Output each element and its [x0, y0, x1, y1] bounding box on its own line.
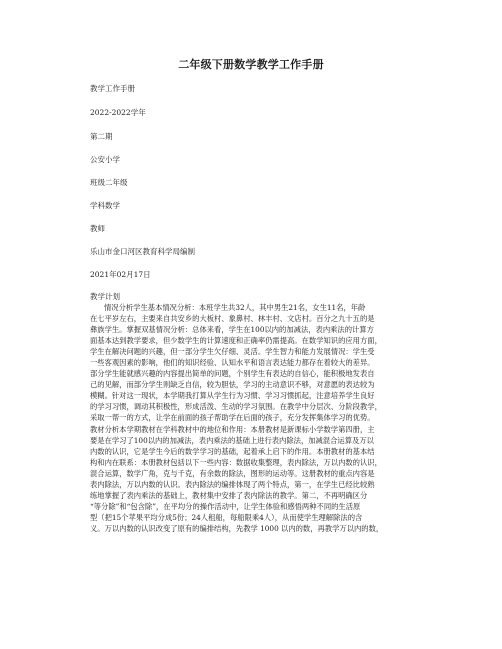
body-line: 内数的认识，它是学生今后的数学学习的基础，起着承上启下的作用。本册教材的基本结 [90, 446, 375, 456]
body-line: 模糊。针对这一现状，本学期我打算从学生行为习惯、学习习惯抓起，注意培养学生良好 [90, 391, 375, 401]
body-line: 构和内在联系：本册教材包括以下一些内容：数据收集整理，表内除法，万以内数的认识， [90, 457, 382, 467]
body-line: 一些客观因素的影响，他们的知识经验、认知水平和语言表达能力都存在着较大的差异。 [90, 358, 375, 368]
meta-teacher: 教师 [90, 224, 105, 233]
body-line: 彝族学生。掌握双基情况分析：总体来看，学生在100以内的加减法，表内乘法的计算方 [90, 325, 374, 335]
body-line: 型（把15个苹果平均分成5份；24人租船，每船限乘4人），从而使学生理解除法的含 [90, 512, 363, 522]
meta-handbook: 教学工作手册 [90, 84, 135, 93]
body-line: 义。万以内数的认识改变了原有的编排结构，先教学 1000 以内的数，再教学万以内的数， [90, 523, 384, 533]
body-line: 部分学生能就感兴趣的内容提出简单的问题，个别学生有表达的自信心，能积极地发表自 [90, 369, 375, 379]
meta-subject: 学科数学 [90, 201, 120, 210]
meta-date: 2021年02月17日 [90, 270, 151, 279]
body-line: 情况分析学生基本情况分析：本班学生共32人，其中男生21名，女生11名，年龄 [104, 303, 366, 312]
meta-school-year: 2022-2022学年 [90, 108, 146, 117]
body-line: 采取一帮一的方式，让学在前面的孩子帮助学在后面的孩子，充分发挥集体学习的优势。 [90, 413, 375, 423]
section-heading: 教学计划 [90, 292, 120, 301]
meta-school: 公安小学 [90, 155, 120, 164]
body-line: “等分除”和“包含除”，在平均分的操作活动中，让学生体验和感悟两种不同的生活原 [90, 501, 361, 511]
body-line: 混合运算，数学广角，克与千克，有余数的除法，图形的运动等。这册教材的重点内容是 [90, 468, 375, 478]
body-line: 学生在解决问题的兴趣，但一部分学生欠仔细、灵活。学生智力和能力发展情况：学生受 [90, 347, 375, 357]
body-line: 表内除法，万以内数的认识。表内除法的编排体现了两个特点，第一，在学生已经比较熟 [90, 479, 375, 489]
body-line: 己的见解，而部分学生则缺乏自信，较为胆怯，学习的主动意识不够，对意愿的表达较为 [90, 380, 375, 390]
body-line: 教材分析本学期教材在学科教材中的地位和作用：本册教材是新课标小学数学第四册，主 [90, 424, 375, 434]
body-line: 要是在学习了100以内的加减法，表内乘法的基础上进行表内除法，加减混合运算及万以 [90, 435, 374, 445]
meta-class: 班级二年级 [90, 178, 128, 187]
body-text [90, 302, 412, 534]
body-line: 在七平岁左右，主要来自共安乡的大板村、象鼻村、林丰村、文店村。百分之九十五的是 [90, 314, 375, 324]
body-line: 面基本达到教学要求，但少数学生的计算速度和正确率仍需提高。在数学知识的应用方面， [90, 336, 382, 346]
meta-publisher: 乐山市金口河区教育科学局编制 [90, 247, 195, 256]
document-title: 二年级下册数学教学工作手册 [178, 58, 324, 71]
body-line: 的学习习惯，调动其积极性，形成活泼、生动的学习氛围。在教学中分层次、分阶段教学， [90, 402, 382, 412]
body-line: 练地掌握了表内乘法的基础上，教材集中安排了表内除法的教学。第二，不再明确区分 [90, 490, 368, 500]
meta-term: 第二期 [90, 132, 113, 141]
